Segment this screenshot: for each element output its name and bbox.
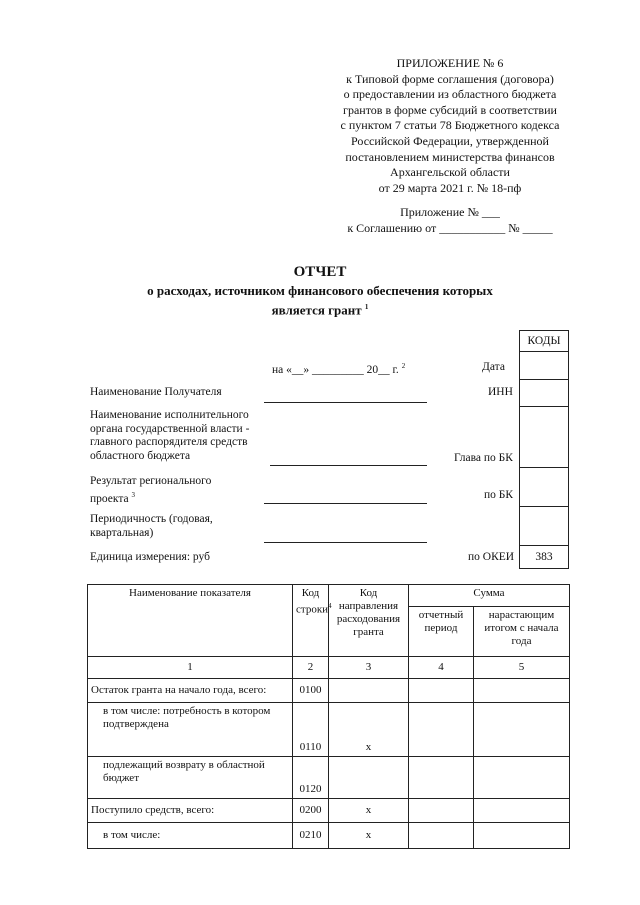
- row-name: в том числе:: [88, 823, 293, 849]
- header-row-code: [293, 585, 332, 657]
- row-code: 0120: [293, 757, 329, 799]
- authority-field[interactable]: [270, 465, 427, 466]
- authority-label: Наименование исполнительного органа государственной власти - главного распорядителя средств областного бюджета: [90, 409, 250, 462]
- bk-code-cell: [519, 467, 569, 507]
- row-reporting-cell[interactable]: [409, 799, 474, 823]
- inn-code-cell: [519, 379, 569, 407]
- table-row: [88, 823, 570, 849]
- row-name: Остаток гранта на начало года, всего:: [88, 679, 293, 703]
- unit-label: Единица измерения: руб: [90, 551, 210, 563]
- project-label-text: Результат регионального проекта: [90, 475, 212, 505]
- row-cumulative-cell[interactable]: [474, 823, 570, 849]
- report-subtitle-line2: [0, 299, 640, 318]
- row-name: в том числе: потребность в котором подтверждена: [88, 703, 293, 757]
- appendix-line: грантов в форме субсидий в соответствии: [343, 102, 557, 117]
- appendix-line: Российской Федерации, утвержденной: [351, 133, 549, 148]
- row-cumulative-cell[interactable]: [474, 703, 570, 757]
- appendix-line: ПРИЛОЖЕНИЕ № 6: [396, 56, 504, 70]
- row-direction: х: [329, 823, 409, 849]
- appendix-header: [300, 56, 600, 196]
- appendix-line: о предоставлении из областного бюджета: [343, 87, 557, 102]
- col-number: 5: [474, 657, 570, 679]
- project-field[interactable]: [264, 503, 427, 504]
- appendix-line: к Типовой форме соглашения (договора): [346, 71, 554, 86]
- col-number: 1: [88, 657, 293, 679]
- date-code-cell: [519, 351, 569, 380]
- date-label: Дата: [482, 361, 505, 373]
- report-date: [272, 360, 405, 377]
- glava-code-cell: [519, 406, 569, 468]
- glava-label: Глава по БК: [454, 452, 513, 464]
- row-reporting-cell[interactable]: [409, 823, 474, 849]
- row-name: подлежащий возврату в областной бюджет: [88, 757, 293, 799]
- table-row: [88, 703, 570, 757]
- header-direction-code: Код направления расходования гранта: [329, 585, 409, 657]
- table-row: [88, 679, 570, 703]
- report-title: ОТЧЕТ: [293, 264, 347, 280]
- footnote-mark: 3: [131, 490, 135, 499]
- agreement-appendix-number: Приложение № ___: [400, 205, 500, 219]
- recipient-field[interactable]: [264, 402, 427, 403]
- recipient-label: Наименование Получателя: [90, 386, 222, 398]
- appendix-line: от 29 марта 2021 г. № 18-пф: [378, 180, 522, 195]
- row-direction: х: [329, 799, 409, 823]
- okei-code-cell: 383: [519, 545, 569, 569]
- table-row: [88, 757, 570, 799]
- row-reporting-cell[interactable]: [409, 757, 474, 799]
- report-subtitle-line1: о расходах, источником финансового обеспечения которых: [147, 283, 493, 298]
- report-date-text: на «__» _________ 20__ г.: [272, 363, 399, 376]
- period-label: Периодичность (годовая, квартальная): [90, 513, 213, 539]
- row-reporting-cell[interactable]: [409, 703, 474, 757]
- report-subtitle-line2-text: является грант: [271, 302, 362, 318]
- period-field[interactable]: [264, 542, 427, 543]
- project-label: [90, 475, 240, 506]
- header-row-code-text: Код строки: [296, 587, 329, 616]
- report-table: [87, 584, 570, 849]
- header-sum: Сумма: [409, 585, 570, 607]
- col-number: 4: [409, 657, 474, 679]
- appendix-line: с пунктом 7 статьи 78 Бюджетного кодекса: [340, 118, 560, 133]
- row-name: Поступило средств, всего:: [88, 799, 293, 823]
- footnote-mark: 1: [364, 303, 369, 311]
- codes-header: КОДЫ: [519, 330, 569, 352]
- row-code: 0200: [293, 799, 329, 823]
- row-cumulative-cell[interactable]: [474, 757, 570, 799]
- row-code: 0110: [293, 703, 329, 757]
- row-reporting-cell[interactable]: [409, 679, 474, 703]
- col-number: 2: [293, 657, 329, 679]
- appendix-line: постановлением министерства финансов: [345, 149, 555, 164]
- header-indicator-name: Наименование показателя: [88, 585, 293, 657]
- header-cumulative: нарастающим итогом с начала года: [474, 607, 570, 657]
- agreement-appendix: [300, 204, 600, 236]
- report-subtitle: [0, 283, 640, 318]
- row-code: 0210: [293, 823, 329, 849]
- header-reporting-period: отчетный период: [409, 607, 474, 657]
- row-direction: х: [329, 703, 409, 757]
- row-direction: [329, 679, 409, 703]
- row-cumulative-cell[interactable]: [474, 679, 570, 703]
- appendix-line: Архангельской области: [390, 165, 510, 180]
- row-code: 0100: [293, 679, 329, 703]
- table-row: [88, 799, 570, 823]
- period-code-cell: [519, 506, 569, 546]
- okei-label: по ОКЕИ: [468, 551, 515, 563]
- footnote-mark: 2: [401, 362, 406, 370]
- inn-label: ИНН: [488, 386, 513, 398]
- row-direction: [329, 757, 409, 799]
- bk-label: по БК: [484, 489, 514, 501]
- agreement-appendix-ref: к Соглашению от ___________ № _____: [347, 221, 553, 235]
- col-number: 3: [329, 657, 409, 679]
- footnote-mark: 4: [328, 602, 332, 610]
- row-cumulative-cell[interactable]: [474, 799, 570, 823]
